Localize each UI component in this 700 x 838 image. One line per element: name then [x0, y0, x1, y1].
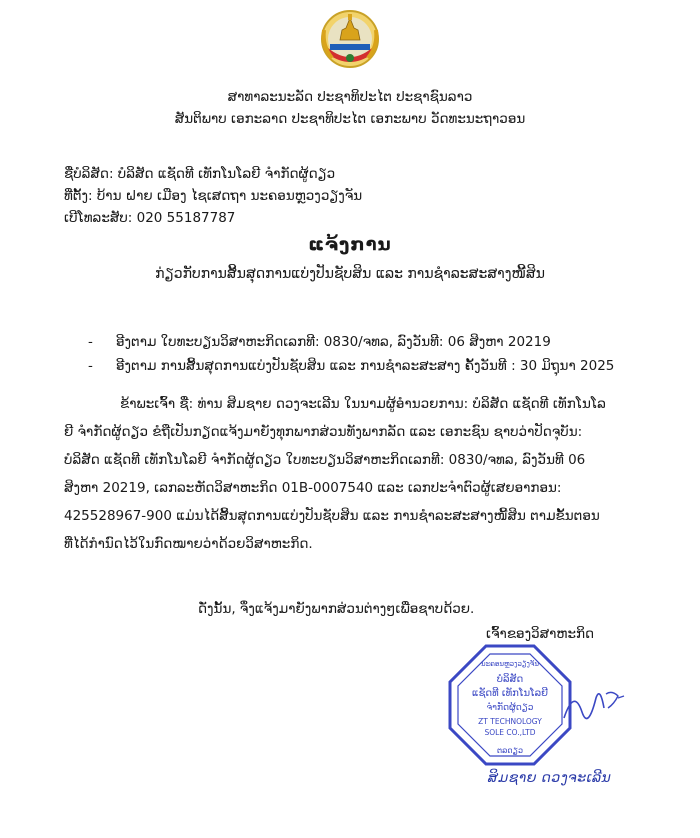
- body-line: 425528967-900 ແມ່ນໄດ້ສິ້ນສຸດການແບ່ງປັນຊັບສິນ ແລະ ການຊຳລະສະສາງໜີ້ສິນ ຕາມຂັ້ນຕອນ: [64, 508, 600, 524]
- body-line: ຍີ ຈຳກັດຜູ້ດຽວ ຂໍຖືເປັນກຽດແຈ້ງມາຍັງທຸກພາກສ່ວນທັງພາກລັດ ແລະ ເອກະຊົນ ຊາບວ່າປັດຈຸບັນ:: [64, 424, 583, 440]
- seal-bottom-text: ຕລດຽວ: [496, 746, 524, 755]
- national-header-line-1: ສາທາລະນະລັດ ປະຊາທິປະໄຕ ປະຊາຊົນລາວ: [227, 89, 473, 105]
- company-address: ທີ່ຕັ້ງ: ບ້ານ ຝາຍ ເມືອງ ໄຊເສດຖາ ນະຄອນຫຼວງວຽງຈັນ: [64, 188, 363, 204]
- reference-list: [88, 330, 688, 378]
- document-subtitle: ກ່ຽວກັບການສິ້ນສຸດການແບ່ງປັນຊັບສິນ ແລະ ການຊຳລະສະສາງໜີ້ສິນ: [155, 266, 545, 282]
- seal-lao-line-1: ບໍລິສັດ: [496, 674, 524, 685]
- reference-item: [88, 330, 688, 354]
- seal-english-line-2: SOLE CO.,LTD: [484, 728, 536, 737]
- lao-national-emblem-icon: [318, 6, 382, 70]
- reference-text: ອີງຕາມ ການສິ້ນສຸດການແບ່ງປັນຊັບສິນ ແລະ ການຊຳລະສະສາງ ຄັ້ງວັນທີ : 30 ມິຖຸນາ 2025: [116, 358, 615, 374]
- seal-lao-line-2: ແຊັດທີ ເທັກໂນໂລຍີ: [472, 688, 548, 699]
- bullet-dash: -: [88, 358, 93, 374]
- company-seal: [446, 642, 574, 768]
- company-name: ຊື່ບໍລິສັດ: ບໍລິສັດ ແຊັດທີ ເທັກໂນໂລຍີ ຈຳກັດຜູ້ດຽວ: [64, 166, 336, 182]
- handwritten-signature: [560, 678, 630, 738]
- document-title: ແຈ້ງການ: [308, 234, 392, 255]
- body-line: ທີ່ໄດ້ກຳນົດໄວ້ໃນກົດໝາຍວ່າດ້ວຍວິສາຫະກິດ.: [64, 536, 313, 552]
- body-line: ຂ້າພະເຈົ້າ ຊື່: ທ່ານ ສິມຊາຍ ດວງຈະເລີນ ໃນນາມຜູ້ອຳນວຍການ: ບໍລິສັດ ແຊັດທີ ເທັກໂນໂລ: [120, 396, 606, 412]
- seal-english-line-1: ZT TECHNOLOGY: [478, 717, 542, 726]
- national-motto: ສັນຕິພາບ ເອກະລາດ ປະຊາທິປະໄຕ ເອກະພາບ ວັດທະນະຖາວອນ: [174, 111, 526, 127]
- notice-body: [64, 390, 656, 558]
- body-line: ບໍລິສັດ ແຊັດທີ ເທັກໂນໂລຍີ ຈຳກັດຜູ້ດຽວ ໃບທະບຽນວິສາຫະກິດເລກທີ: 0830/ຈທລ, ລົງວັນທີ 06: [64, 452, 586, 468]
- seal-lao-line-3: ຈຳກັດຜູ້ດຽວ: [486, 703, 534, 713]
- reference-text: ອີງຕາມ ໃບທະບຽນວິສາຫະກິດເລກທີ: 0830/ຈທລ, ລົງວັນທີ: 06 ສິງຫາ 20219: [116, 334, 551, 350]
- national-header: [0, 86, 700, 130]
- closing-statement: ດັ່ງນັ້ນ, ຈຶ່ງແຈ້ງມາຍັງພາກສ່ວນຕ່າງໆເພື່ອຊາບດ້ວຍ.: [198, 601, 475, 617]
- reference-item: [88, 354, 688, 378]
- body-line: ສິງຫາ 20219, ເລກລະຫັດວິສາຫະກິດ 01B-0007540 ແລະ ເລກປະຈຳຕົວຜູ້ເສຍອາກອນ:: [64, 480, 562, 496]
- signer-name: ສິມຊາຍ ດວງຈະເລີນ: [488, 770, 612, 786]
- company-phone: ເບີໂທລະສັບ: 020 55187787: [64, 210, 236, 226]
- signer-title: ເຈົ້າຂອງວິສາຫະກິດ: [486, 626, 595, 642]
- seal-outer-text: ນະຄອນຫຼວງວຽງຈັນ: [481, 660, 539, 668]
- company-info: [64, 163, 362, 229]
- bullet-dash: -: [88, 334, 93, 350]
